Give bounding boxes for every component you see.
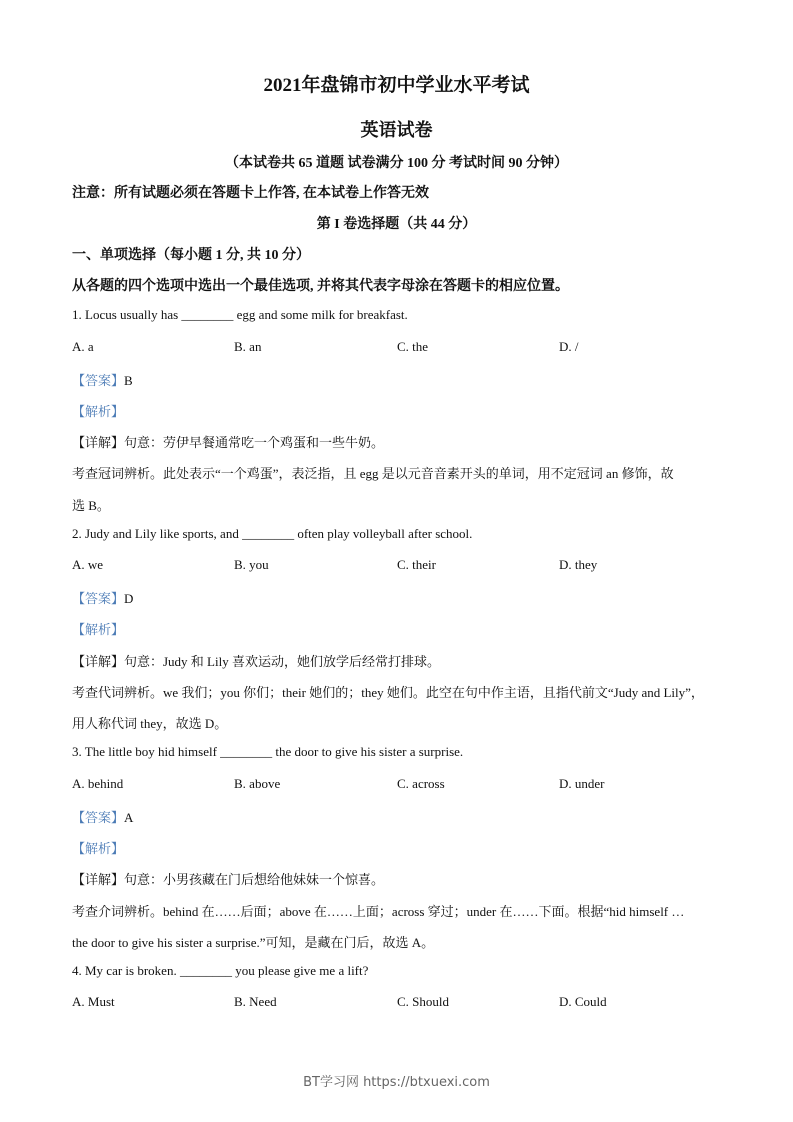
q3-analysis-label: 【解析】 [72,841,125,856]
q2-explain-line2: 用人称代词 they，故选 D。 [72,716,228,731]
question-2-stem: 2. Judy and Lily like sports, and ________ often play volleyball after school. [72,526,473,541]
answer-label: 【答案】 [72,591,125,606]
q4-option-c: C. Should [397,994,450,1009]
q1-detail: 【详解】句意：劳伊早餐通常吃一个鸡蛋和一些牛奶。 [72,435,385,450]
q3-option-a: A. behind [72,776,124,791]
footer-watermark: BT学习网 https://btxuexi.com [303,1075,490,1090]
notice: 注意：所有试题必须在答题卡上作答, 在本试卷上作答无效 [72,186,429,201]
q1-explain-line2: 选 B。 [72,498,110,513]
q3-explain-line1: 考查介词辨析。behind 在……后面；above 在……上面；across 穿过；under 在……下面。根据“hid himself … [72,904,685,919]
q3-explain-line2: the door to give his sister a surprise.”可知，是藏在门后，故选 A。 [72,935,435,950]
q2-option-c: C. their [397,557,436,572]
page-subtitle: 英语试卷 [360,120,433,140]
q3-option-d: D. under [559,776,605,791]
answer-value: D [124,591,134,606]
part-heading: 第 I 卷选择题（共 44 分） [316,217,477,232]
q2-option-b: B. you [234,557,269,572]
q2-analysis-label: 【解析】 [72,622,125,637]
q1-explain-line1: 考查冠词辨析。此处表示“一个鸡蛋”，表泛指，且 egg 是以元音音素开头的单词，用不定冠词 an 修饰，故 [72,466,674,481]
q3-detail: 【详解】句意：小男孩藏在门后想给他妹妹一个惊喜。 [72,872,385,887]
question-4-stem: 4. My car is broken. ________ you please give me a lift? [72,963,369,978]
q3-option-c: C. across [397,776,445,791]
q2-answer [72,588,133,607]
answer-label: 【答案】 [72,373,125,388]
q1-option-b: B. an [234,339,262,354]
q2-detail: 【详解】句意：Judy 和 Lily 喜欢运动，她们放学后经常打排球。 [72,654,440,669]
answer-value: B [124,373,133,388]
q2-explain-line1: 考查代词辨析。we 我们；you 你们；their 她们的；they 她们。此空在句中作主语，且指代前文“Judy and Lily”， [72,685,704,700]
q2-option-d: D. they [559,557,598,572]
q1-option-c: C. the [397,339,429,354]
q1-option-d: D. / [559,339,579,354]
q1-option-a: A. a [72,339,94,354]
q2-option-a: A. we [72,557,104,572]
page-title: 2021年盘锦市初中学业水平考试 [263,75,530,96]
section-instruction: 从各题的四个选项中选出一个最佳选项, 并将其代表字母涂在答题卡的相应位置。 [72,279,569,294]
answer-label: 【答案】 [72,810,125,825]
answer-value: A [124,810,134,825]
q4-option-b: B. Need [234,994,277,1009]
section-heading: 一、单项选择（每小题 1 分, 共 10 分） [72,248,310,263]
q1-answer [72,370,133,389]
question-1-stem: 1. Locus usually has ________ egg and some milk for breakfast. [72,307,408,322]
q3-option-b: B. above [234,776,281,791]
q3-answer [72,807,133,826]
q1-analysis-label: 【解析】 [72,404,125,419]
q4-option-a: A. Must [72,994,115,1009]
question-3-stem: 3. The little boy hid himself ________ the door to give his sister a surprise. [72,744,464,759]
exam-info: （本试卷共 65 道题 试卷满分 100 分 考试时间 90 分钟） [225,156,568,171]
q4-option-d: D. Could [559,994,607,1009]
